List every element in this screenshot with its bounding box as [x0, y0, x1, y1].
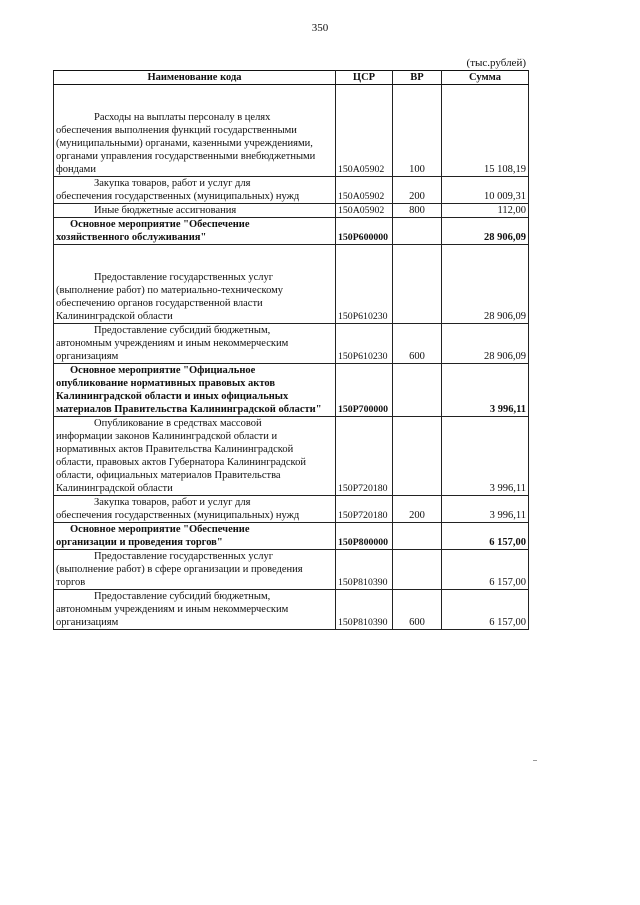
row-name	[54, 245, 336, 324]
row-sum: 10 009,31	[442, 177, 529, 204]
table-row	[54, 85, 529, 177]
table-row	[54, 590, 529, 630]
row-name-lead: Основное мероприятие "Обеспечение	[70, 524, 250, 535]
table-row	[54, 364, 529, 417]
units-label: (тыс.рублей)	[466, 57, 526, 69]
row-vr: 600	[393, 590, 442, 630]
row-name-lead: Опубликование в средствах массовой	[94, 418, 262, 429]
row-vr: 100	[393, 85, 442, 177]
row-sum: 6 157,00	[442, 590, 529, 630]
row-csr: 150А05902	[336, 85, 393, 177]
header-name: Наименование кода	[54, 71, 336, 85]
row-name	[54, 204, 336, 218]
row-csr: 150Р610230	[336, 245, 393, 324]
row-name-rest: хозяйственного обслуживания"	[56, 232, 207, 243]
row-name-rest: автономным учреждениям и иным некоммерческим организациям	[56, 338, 289, 362]
row-vr	[393, 364, 442, 417]
row-sum: 28 906,09	[442, 218, 529, 245]
header-csr: ЦСР	[336, 71, 393, 85]
row-name-rest: обеспечения государственных (муниципальных) нужд	[56, 191, 300, 202]
row-name	[54, 523, 336, 550]
row-vr	[393, 218, 442, 245]
row-name-rest: (выполнение работ) в сфере организации и проведения торгов	[56, 564, 303, 588]
row-name	[54, 417, 336, 496]
row-csr: 150Р720180	[336, 417, 393, 496]
row-csr: 150Р810390	[336, 590, 393, 630]
row-sum: 15 108,19	[442, 85, 529, 177]
row-csr: 150А05902	[336, 177, 393, 204]
row-name-lead: Предоставление государственных услуг	[94, 551, 274, 562]
row-sum: 6 157,00	[442, 550, 529, 590]
row-name	[54, 550, 336, 590]
row-name-rest: обеспечения выполнения функций государственными (муниципальными) органами, казенными учреждениями, органами управления государственными внебюджетными фондами	[56, 125, 316, 175]
table-row	[54, 204, 529, 218]
row-vr	[393, 523, 442, 550]
row-name-rest: обеспечения государственных (муниципальных) нужд	[56, 510, 300, 521]
row-vr: 200	[393, 177, 442, 204]
row-csr: 150Р700000	[336, 364, 393, 417]
row-name-rest: информации законов Калининградской области и нормативных актов Правительства Калининградской области, правовых актов Губернатора Калининградской области, официальных материалов Правительства Калининградской области	[56, 431, 306, 494]
row-vr	[393, 245, 442, 324]
row-csr: 150Р810390	[336, 550, 393, 590]
row-name-lead: Предоставление субсидий бюджетным,	[94, 325, 271, 336]
row-name	[54, 496, 336, 523]
row-name-lead: Основное мероприятие "Официальное	[70, 365, 256, 376]
row-name-lead: Закупка товаров, работ и услуг для	[94, 497, 251, 508]
table-row	[54, 523, 529, 550]
row-csr: 150Р610230	[336, 324, 393, 364]
row-name-lead: Основное мероприятие "Обеспечение	[70, 219, 250, 230]
row-csr: 150Р800000	[336, 523, 393, 550]
header-sum: Сумма	[442, 71, 529, 85]
row-vr: 800	[393, 204, 442, 218]
page-number: 350	[311, 22, 329, 34]
row-sum: 28 906,09	[442, 324, 529, 364]
row-sum: 3 996,11	[442, 364, 529, 417]
row-name-lead: Предоставление государственных услуг	[94, 272, 274, 283]
table-row	[54, 218, 529, 245]
row-name-rest: опубликование нормативных правовых актов Калининградской области и иных официальных материалов Правительства Калининградской области"	[56, 378, 322, 415]
table-row	[54, 417, 529, 496]
row-name	[54, 590, 336, 630]
table-row	[54, 550, 529, 590]
row-sum: 6 157,00	[442, 523, 529, 550]
table-header-row	[54, 71, 529, 85]
row-name-rest: организации и проведения торгов"	[56, 537, 223, 548]
header-vr: ВР	[393, 71, 442, 85]
row-name-rest: (выполнение работ) по материально-техническому обеспечению органов государственной власти Калининградской области	[56, 285, 284, 322]
row-csr: 150А05902	[336, 204, 393, 218]
row-name	[54, 218, 336, 245]
row-vr	[393, 550, 442, 590]
row-csr: 150Р600000	[336, 218, 393, 245]
row-vr: 600	[393, 324, 442, 364]
row-name-lead: Иные бюджетные ассигнования	[94, 205, 237, 216]
row-sum: 3 996,11	[442, 417, 529, 496]
row-sum: 3 996,11	[442, 496, 529, 523]
row-name-lead: Предоставление субсидий бюджетным,	[94, 591, 271, 602]
row-name-rest: автономным учреждениям и иным некоммерческим организациям	[56, 604, 289, 628]
row-name	[54, 364, 336, 417]
table-row	[54, 245, 529, 324]
row-sum: 28 906,09	[442, 245, 529, 324]
table-row	[54, 177, 529, 204]
table-row	[54, 496, 529, 523]
budget-table	[53, 70, 529, 630]
row-name	[54, 177, 336, 204]
table-row	[54, 324, 529, 364]
row-name-lead: Расходы на выплаты персоналу в целях	[94, 112, 271, 123]
row-name	[54, 324, 336, 364]
row-csr: 150Р720180	[336, 496, 393, 523]
row-vr	[393, 417, 442, 496]
scan-mark	[533, 760, 537, 761]
row-vr: 200	[393, 496, 442, 523]
row-name-lead: Закупка товаров, работ и услуг для	[94, 178, 251, 189]
row-sum: 112,00	[442, 204, 529, 218]
row-name	[54, 85, 336, 177]
